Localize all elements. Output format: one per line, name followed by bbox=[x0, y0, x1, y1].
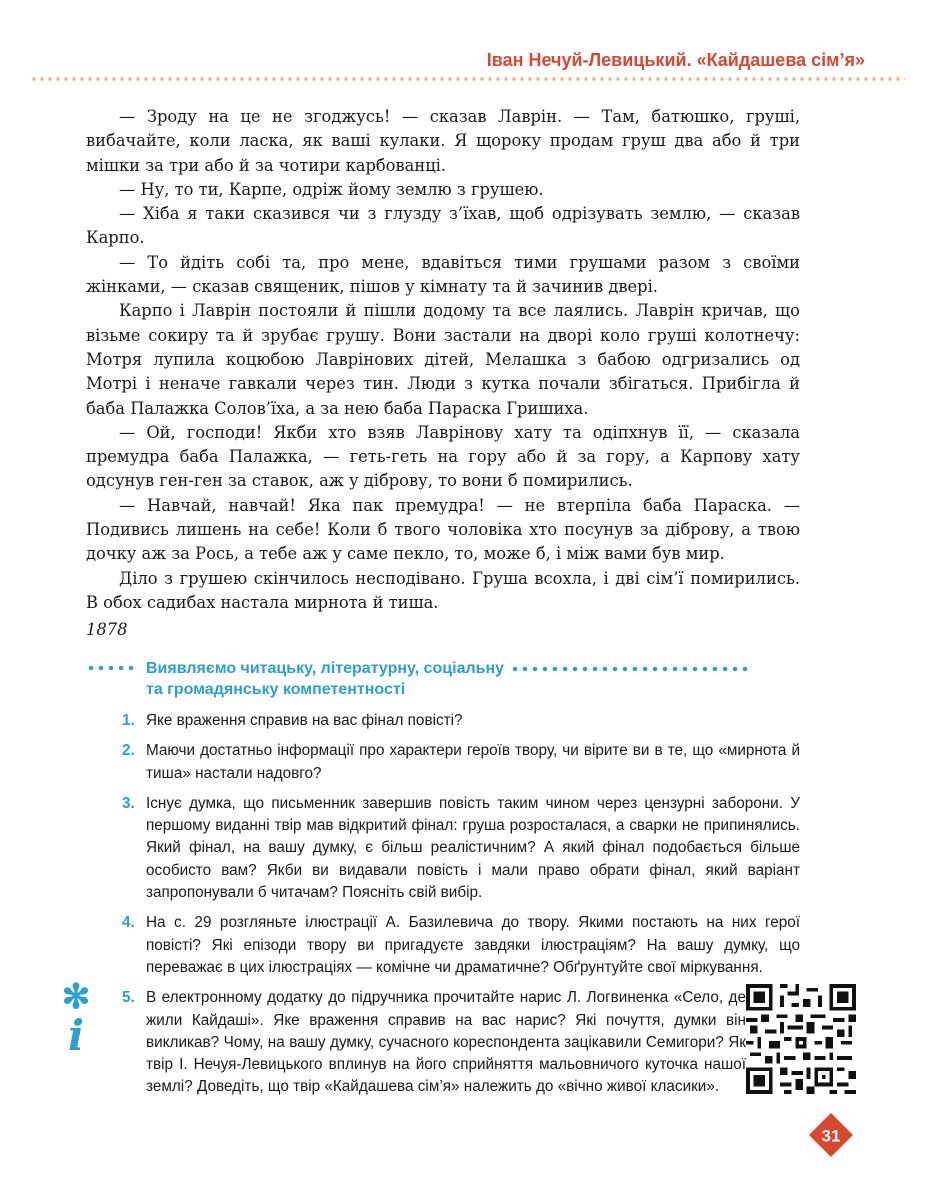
page-number: 31 bbox=[821, 1126, 841, 1146]
question-text: В електронному додатку до підручника прочитайте нарис Л. Логвиненка «Село, де жили Кайдаші». Яке враження справив на вас нарис? Які почуття, думки він викликав? Чому, на вашу думку, сучасного кореспондента зацікавили Семигори? Як твір І. Нечуя-Левицького вплинув на його сприйняття мальовничого куточка нашої землі? Доведіть, що твір «Кайдашева сім’я» належить до «вічно живої класики». bbox=[146, 989, 746, 1096]
question-text: Існує думка, що письменник завершив повість таким чином через цензурні заборони. У першому виданні твір мав відкритий фінал: груша розросталася, а сварки не припинялись. Який фінал, на вашу думку, є більш реалістичним? А який фінал подобається більше особисто вам? Якби ви видавали повість і мали право обрати фінал, який варіант запропонували б читачам? Поясніть свій вибір. bbox=[146, 794, 800, 902]
question-number: 2. bbox=[122, 742, 135, 760]
question-number: 5. bbox=[122, 989, 135, 1007]
questions-list bbox=[122, 710, 800, 1107]
question-item bbox=[122, 793, 800, 904]
paragraph: Діло з грушею скінчилось несподівано. Груша всохла, і дві сім’ї помирились. В обох садибах настала мирнота й тиша. bbox=[86, 568, 800, 612]
question-text: Яке враження справив на вас фінал повісті? bbox=[146, 712, 463, 729]
paragraph: Карпо і Лаврін постояли й пішли додому та все лаялись. Лаврін кричав, що візьме сокиру та й зрубає грушу. Вони застали на дворі коло груші колотнечу: Мотря лупила коцюбою Лаврінових дітей, Мелашка з бабою одгризались од Мотрі і неначе гавкали через тин. Люди з кутка почали збігаться. Прибігла й баба Палажка Солов’їха, а за нею баба Параска Гришиха. bbox=[86, 301, 800, 418]
question-item bbox=[122, 987, 746, 1098]
page-number-badge bbox=[808, 1112, 854, 1158]
paragraph: — Зроду на це не згоджусь! — сказав Лаврін. — Там, батюшко, груші, вибачайте, коли ласка, як ваші кулаки. Я щороку продам груш два або й три мішки за три або й за чотири карбованці. bbox=[86, 107, 800, 175]
paragraph: — То йдіть собі та, про мене, вдавіться тими грушами разом з своїми жінками, — сказав священик, пішов у кімнату та й зачинив двері. bbox=[86, 252, 800, 297]
paragraph: — Хіба я таки сказився чи з глузду з’їхав, щоб одрізувать землю, — сказав Карпо. bbox=[86, 204, 800, 248]
question-number: 3. bbox=[122, 794, 135, 812]
question-number: 4. bbox=[122, 914, 135, 932]
question-text: Маючи достатньо інформації про характери героїв твору, чи вірите ви в те, що «мирнота й тиша» настали надовго? bbox=[146, 742, 800, 782]
asterisk-icon: ✻ bbox=[61, 977, 91, 1017]
question-number: 1. bbox=[122, 712, 135, 729]
info-icon: i bbox=[68, 1011, 84, 1060]
story-text bbox=[86, 105, 800, 615]
heading-dots-left bbox=[86, 664, 138, 672]
question-item bbox=[122, 710, 800, 732]
question-item bbox=[122, 740, 800, 785]
header-divider bbox=[30, 76, 905, 82]
section-heading-line1: Виявляємо читацьку, літературну, соціальну bbox=[146, 660, 505, 677]
paragraph: — Ну, то ти, Карпе, одріж йому землю з грушею. bbox=[119, 179, 544, 199]
margin-icons bbox=[60, 977, 92, 1060]
paragraph: — Ой, господи! Якби хто взяв Лаврінову хату та одіпхнув її, — сказала премудра баба Палажка, — геть-геть на гору або й за гору, а Карпову хату одсунув ген-ген за ставок, аж у діброву, то вони б помирились. bbox=[86, 422, 800, 491]
running-header: Іван Нечуй-Левицький. «Кайдашева сім’я» bbox=[486, 50, 865, 70]
paragraph: — Навчай, навчай! Яка пак премудра! — не втерпіла баба Параска. — Подивись лишень на себе! Коли б твого чоловіка хто посунув за діброву, а твою дочку аж за Рось, а тебе аж у саме пекло, то, може б, і між вами був мир. bbox=[86, 495, 800, 564]
question-text: На с. 29 розгляньте ілюстрації А. Базилевича до твору. Якими постають на них герої повісті? Які епізоди твору ви пригадуєте завдяки ілюстраціям? На вашу думку, що переважає в цих ілюстраціях — комічне чи драматичне? Обґрунтуйте свої міркування. bbox=[146, 914, 800, 976]
section-heading-line2: та громадянську компетентності bbox=[146, 681, 406, 698]
qr-code-icon[interactable] bbox=[746, 984, 856, 1094]
year-signature: 1878 bbox=[86, 620, 128, 639]
heading-dots-right bbox=[510, 665, 750, 673]
question-item bbox=[122, 912, 800, 979]
